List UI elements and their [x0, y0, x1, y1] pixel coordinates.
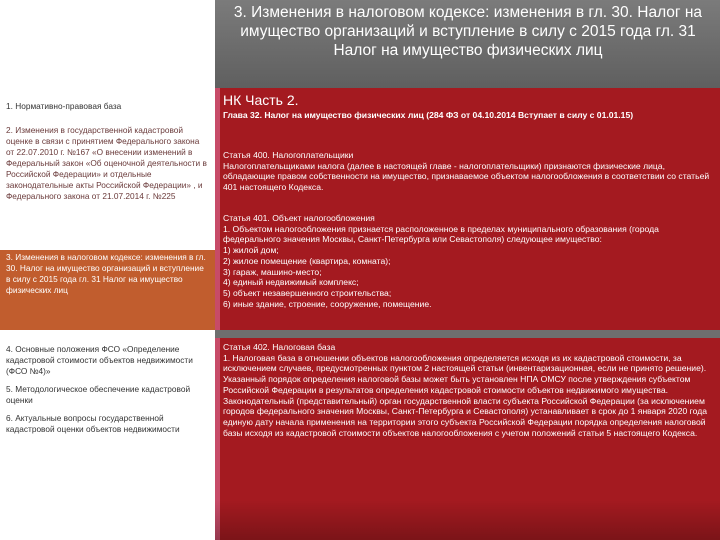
article-401-text: 1. Объектом налогообложения признается расположенное в пределах муниципального образования (города федерального значения Москвы, Санкт-Петербурга или Севастополя) следующее имущество:: [223, 223, 659, 245]
section-heading: НК Часть 2.: [223, 92, 299, 108]
article-402-para-1: 1. Налоговая база в отношении объектов налогообложения определяется исходя из их кадастровой стоимости, за исключением случаев, предусмотренных пунктом 2 настоящей статьи (инвентаризационная, если не принято решение).: [223, 352, 707, 374]
chapter-title: Глава 32. Налог на имущество физических лиц (284 ФЗ от 04.10.2014 Вступает в силу с 01.01.15): [223, 110, 634, 120]
sidebar-item-6[interactable]: 6. Актуальные вопросы государственной кадастровой оценки объектов недвижимости: [6, 413, 180, 434]
sidebar-items-group: [0, 340, 215, 540]
section-divider: [215, 330, 720, 338]
article-401-item: 5) объект незавершенного строительства;: [223, 287, 392, 298]
article-401-item: 2) жилое помещение (квартира, комната);: [223, 255, 391, 266]
article-402-para-2: Указанный порядок определения налоговой базы может быть установлен НПА ОМСУ после утверждения субъектом Российской Федерации в результатов определения кадастровой стоимости объектов недвижимого имущества.: [223, 374, 691, 395]
article-401-item: 1) жилой дом;: [223, 245, 279, 256]
article-402: [223, 342, 713, 438]
article-401-title: Статья 401. Объект налогообложения: [223, 213, 375, 223]
article-401: [223, 213, 713, 309]
slide-title: 3. Изменения в налоговом кодексе: изменения в гл. 30. Налог на имущество организаций и вступление в силу с 2015 года гл. 31 Налог на имущество физических лиц: [233, 4, 703, 59]
sidebar-item-3-active[interactable]: 3. Изменения в налоговом кодексе: изменения в гл. 30. Налог на имущество организаций и вступление в силу с 2015 года гл. 31 Налог на имущество физических лиц: [0, 250, 215, 330]
article-401-item: 4) единый недвижимый комплекс;: [223, 277, 359, 288]
article-400-text: Налогоплательщиками налога (далее в настоящей главе - налогоплательщики) признаются физические лица, обладающие правом собственности на имущество, признаваемое объектом налогообложения в соответствии со статьей 401 настоящего Кодекса.: [223, 160, 710, 193]
sidebar-item-5[interactable]: 5. Методологическое обеспечение кадастровой оценки: [6, 384, 191, 405]
article-402-para-3: Законодательный (представительный) орган государственной власти субъекта Российской Федерации (за исключением городов федерального значения Москвы, Санкт-Петербурга и Севастополя) устанавливает в срок до 1 января 2020 года единую дату начала применения на территории этого субъекта Российской Федерации порядка определения налоговой базы исходя из кадастровой стоимости объектов налогообложения с учетом положений статьи 5 настоящего Кодекса.: [223, 395, 707, 438]
article-400: [223, 150, 713, 193]
sidebar-item-2[interactable]: 2. Изменения в государственной кадастровой оценке в связи с принятием Федерального закона от 22.07.2010 г. №167 «О внесении изменений в Федеральный закон «Об оценочной деятельности в Российской Федерации» и отдельные законодательные акты Российской Федерации» , и Федерального закона от 21.07.2014 г. №225: [6, 125, 207, 201]
article-400-title: Статья 400. Налогоплательщики: [223, 150, 354, 160]
sidebar-item-1[interactable]: 1. Нормативно-правовая база: [6, 101, 122, 111]
sidebar-item-4[interactable]: 4. Основные положения ФСО «Определение кадастровой стоимости объектов недвижимости (ФСО №4)»: [6, 344, 193, 376]
article-401-item: 3) гараж, машино-место;: [223, 266, 322, 277]
article-401-item: 6) иные здание, строение, сооружение, помещение.: [223, 298, 432, 309]
article-402-title: Статья 402. Налоговая база: [223, 342, 336, 352]
